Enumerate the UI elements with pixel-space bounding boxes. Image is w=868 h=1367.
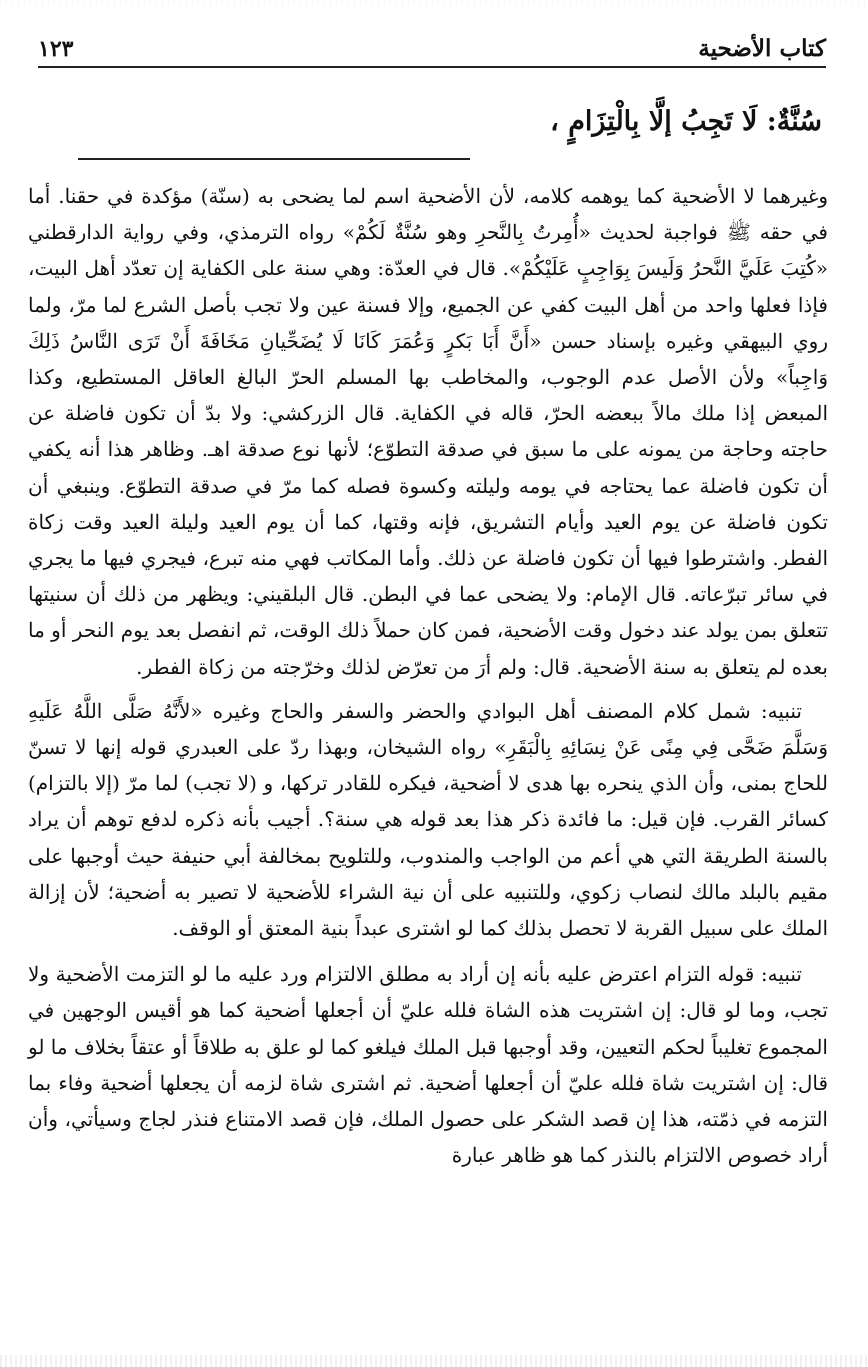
scan-edge-top — [0, 0, 868, 6]
paragraph-note: تنبيه: قوله التزام اعترض عليه بأنه إن أراد به مطلق الالتزام ورد عليه ما لو التزمت الأضحية ولا تجب، وما لو قال: إن اشتريت هذه الشاة فلله عليّ أن أجعلها أضحية كما هو أقيس الوجهين في المجموع تغليباً لحكم التعيين، وقد أوجبها قبل الملك فيلغو كما لو علق به طلاقاً أو عتقاً بخلاف ما لو قال: إن اشتريت شاة فلله عليّ أن أجعلها أضحية. ثم اشترى شاة لزمه أن يجعلها أضحية وفاء بما التزمه في ذمّته، هذا إن قصد الشكر على حصول الملك، فإن قصد الامتناع فنذر لجاج وسيأتي، وأن أراد خصوص الالتزام بالنذر كما هو ظاهر عبارة — [28, 962, 829, 1168]
book-title: كتاب الأضحية — [698, 35, 826, 62]
paragraph: وغيرهما لا الأضحية كما يوهمه كلامه، لأن الأضحية اسم لما يضحى به (سنّة) مؤكدة في حقنا. أما في حقه ﷺ فواجبة لحديث «أُمِرتُ بِالنَّحرِ وهو سُنَّةٌ لَكُمْ» رواه الترمذي، وفي رواية الدارقطني «كُتِبَ عَلَيَّ النَّحرُ وَلَيسَ بِوَاجِبٍ عَلَيْكُمْ». قال في العدّة: وهي سنة على الكفاية إن تعدّد أهل البيت، فإذا فعلها واحد من أهل البيت كفي عن الجميع، وإلا فسنة عين ولا تجب بأصل الشرع لما مرّ، ولما روي البيهقي وغيره بإسناد حسن «أَنَّ أَبَا بَكرٍ وَعُمَرَ كَانَا لَا يُضَحِّيانِ مَخَافَةَ أَنْ تَرَى النَّاسُ ذَلِكَ وَاجِباً» ولأن الأصل عدم الوجوب، والمخاطب بها المسلم الحرّ البالغ العاقل المستطيع، وكذا المبعض إذا ملك مالاً ببعضه الحرّ، قاله في الكفاية. قال الزركشي: ولا بدّ أن تكون فاضلة عن حاجته وحاجة من يمونه على ما سبق في صدقة التطوّع؛ لأنها نوع صدقة اهـ. وظاهر هذا أنه يكفي أن تكون فاضلة عما يحتاجه في يومه وليلته وكسوة فصله كما مرّ في صدقة التطوّع. وينبغي أن تكون فاضلة عن يوم العيد وأيام التشريق، فإنه وقتها، كما أن يوم العيد وليلة العيد وقت زكاة الفطر. واشترطوا فيها أن تكون فاضلة عن ذلك. وأما المكاتب فهي منه تبرع، فيجري فيها ما يجري في سائر تبرّعاته. قال الإمام: ولا يضحى عما في البطن. قال البلقيني: ويظهر من ذلك أن سنيتها تتعلق بمن يولد عند دخول وقت الأضحية، فمن كان حملاً ذلك الوقت، ثم انفصل بعد يوم النحر أو ما بعده لم يتعلق به سنة الأضحية. قال: ولم أرَ من تعرّض لذلك وخرّجته من زكاة الفطر. — [28, 184, 829, 679]
separator-rule — [78, 158, 470, 160]
paragraph-note: تنبيه: شمل كلام المصنف أهل البوادي والحضر والسفر والحاج وغيره «لأَنَّهُ صَلَّى اللَّهُ عَلَيهِ وَسَلَّمَ ضَحَّى فِي مِنًى عَنْ نِسَائِهِ بِالْبَقَرِ» رواه الشيخان، وبهذا ردّ على العبدري قوله إنها لا تسنّ للحاج بمنى، وأن الذي ينحره بها هدى لا أضحية، فيكره للقادر تركها، و (لا تجب) لما مرّ (إلا بالتزام) كسائر القرب. فإن قيل: ما فائدة ذكر هذا بعد قوله هي سنة؟. أجيب بأنه ذكره لدفع توهم أن يراد بالسنة الطريقة التي هي أعم من الواجب والمندوب، وللتلويح بمخالفة أبي حنيفة حيث أوجبها على مقيم بالبلد مالك لنصاب زكوي، وللتنبيه على أن نية الشراء للأضحية لا تصير به أضحية؛ لأن إزالة الملك على سبيل القربة لا تحصل بذلك كما لو اشترى عبداً بنية المعتق أو الوقف. — [28, 698, 829, 941]
scan-edge-bottom — [0, 1355, 868, 1367]
matn-text: سُنَّةٌ: لَا تَجِبُ إلَّا بِالْتِزَامٍ ، — [550, 106, 822, 137]
running-header — [38, 26, 826, 68]
commentary-body — [28, 178, 828, 1173]
page-number: ١٢٣ — [38, 36, 74, 62]
